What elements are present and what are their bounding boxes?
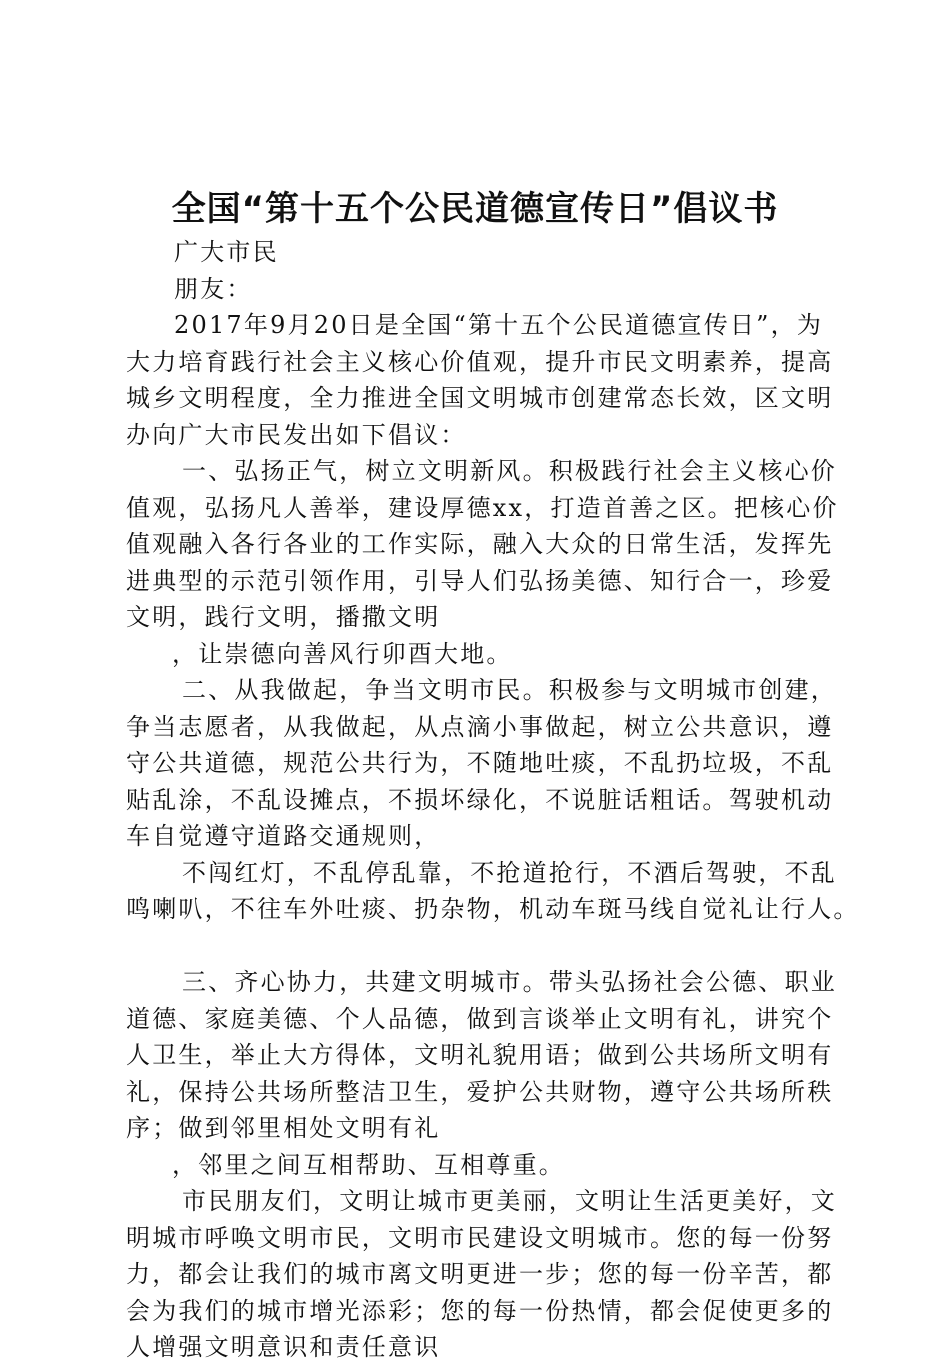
paragraph-line: 车自觉遵守道路交通规则，	[126, 822, 441, 850]
paragraph-line: ，邻里之间互相帮助、互相尊重。	[172, 1150, 565, 1179]
paragraph-line: 会为我们的城市增光添彩；您的每一份热情，都会促使更多的	[126, 1296, 834, 1325]
paragraph-line: 鸣喇叭，不往车外吐痰、扔杂物，机动车斑马线自觉礼让行人。	[126, 895, 860, 923]
paragraph-line: 力，都会让我们的城市离文明更进一步；您的每一份辛苦，都	[126, 1260, 834, 1288]
paragraph-line: 人增强文明意识和责任意识	[126, 1333, 441, 1361]
paragraph-line: 值观，弘扬凡人善举，建设厚德xx，打造首善之区。把核心价	[126, 493, 839, 522]
paragraph-line: ，让崇德向善风行卯酉大地。	[172, 639, 513, 668]
paragraph-line: 争当志愿者，从我做起，从点滴小事做起，树立公共意识，遵	[126, 712, 834, 741]
salutation-line-2: 朋友：	[174, 274, 253, 303]
paragraph-line: 市民朋友们，文明让城市更美丽，文明让生活更美好，文	[182, 1187, 837, 1215]
paragraph-line: 2017年9月20日是全国“第十五个公民道德宣传日”，为	[174, 311, 824, 339]
paragraph-line: 一、弘扬正气，树立文明新风。积极践行社会主义核心价	[182, 457, 837, 485]
paragraph-line: 道德、家庭美德、个人品德，做到言谈举止文明有礼，讲究个	[126, 1004, 834, 1033]
blank-line	[126, 928, 842, 965]
document-body	[126, 234, 860, 1366]
paragraph-line: 人卫生，举止大方得体，文明礼貌用语；做到公共场所文明有	[126, 1041, 834, 1069]
paragraph-line: 二、从我做起，争当文明市民。积极参与文明城市创建，	[182, 676, 837, 704]
paragraph-line: 礼，保持公共场所整洁卫生，爱护公共财物，遵守公共场所秩	[126, 1077, 834, 1106]
paragraph-line: 值观融入各行各业的工作实际，融入大众的日常生活，发挥先	[126, 530, 834, 558]
paragraph-line: 三、齐心协力，共建文明城市。带头弘扬社会公德、职业	[182, 968, 837, 996]
paragraph-line: 贴乱涂，不乱设摊点，不损坏绿化，不说脏话粗话。驾驶机动	[126, 785, 834, 814]
paragraph-line: 大力培育践行社会主义核心价值观，提升市民文明素养，提高	[126, 347, 834, 376]
paragraph-line: 序；做到邻里相处文明有礼	[126, 1114, 441, 1142]
paragraph-line: 文明，践行文明，播撒文明	[126, 603, 441, 631]
salutation-line-1: 广大市民	[174, 238, 279, 266]
paragraph-line: 不闯红灯，不乱停乱靠，不抢道抢行，不酒后驾驶，不乱	[182, 858, 837, 887]
paragraph-line: 办向广大市民发出如下倡议：	[126, 420, 467, 449]
paragraph-line: 明城市呼唤文明市民，文明市民建设文明城市。您的每一份努	[126, 1223, 834, 1252]
paragraph-line: 城乡文明程度，全力推进全国文明城市创建常态长效，区文明	[126, 384, 834, 412]
paragraph-line: 守公共道德，规范公共行为，不随地吐痰，不乱扔垃圾，不乱	[126, 749, 834, 777]
document-title: 全国“第十五个公民道德宣传日”倡议书	[171, 189, 779, 229]
paragraph-line: 进典型的示范引领作用，引导人们弘扬美德、知行合一，珍爱	[126, 566, 834, 595]
